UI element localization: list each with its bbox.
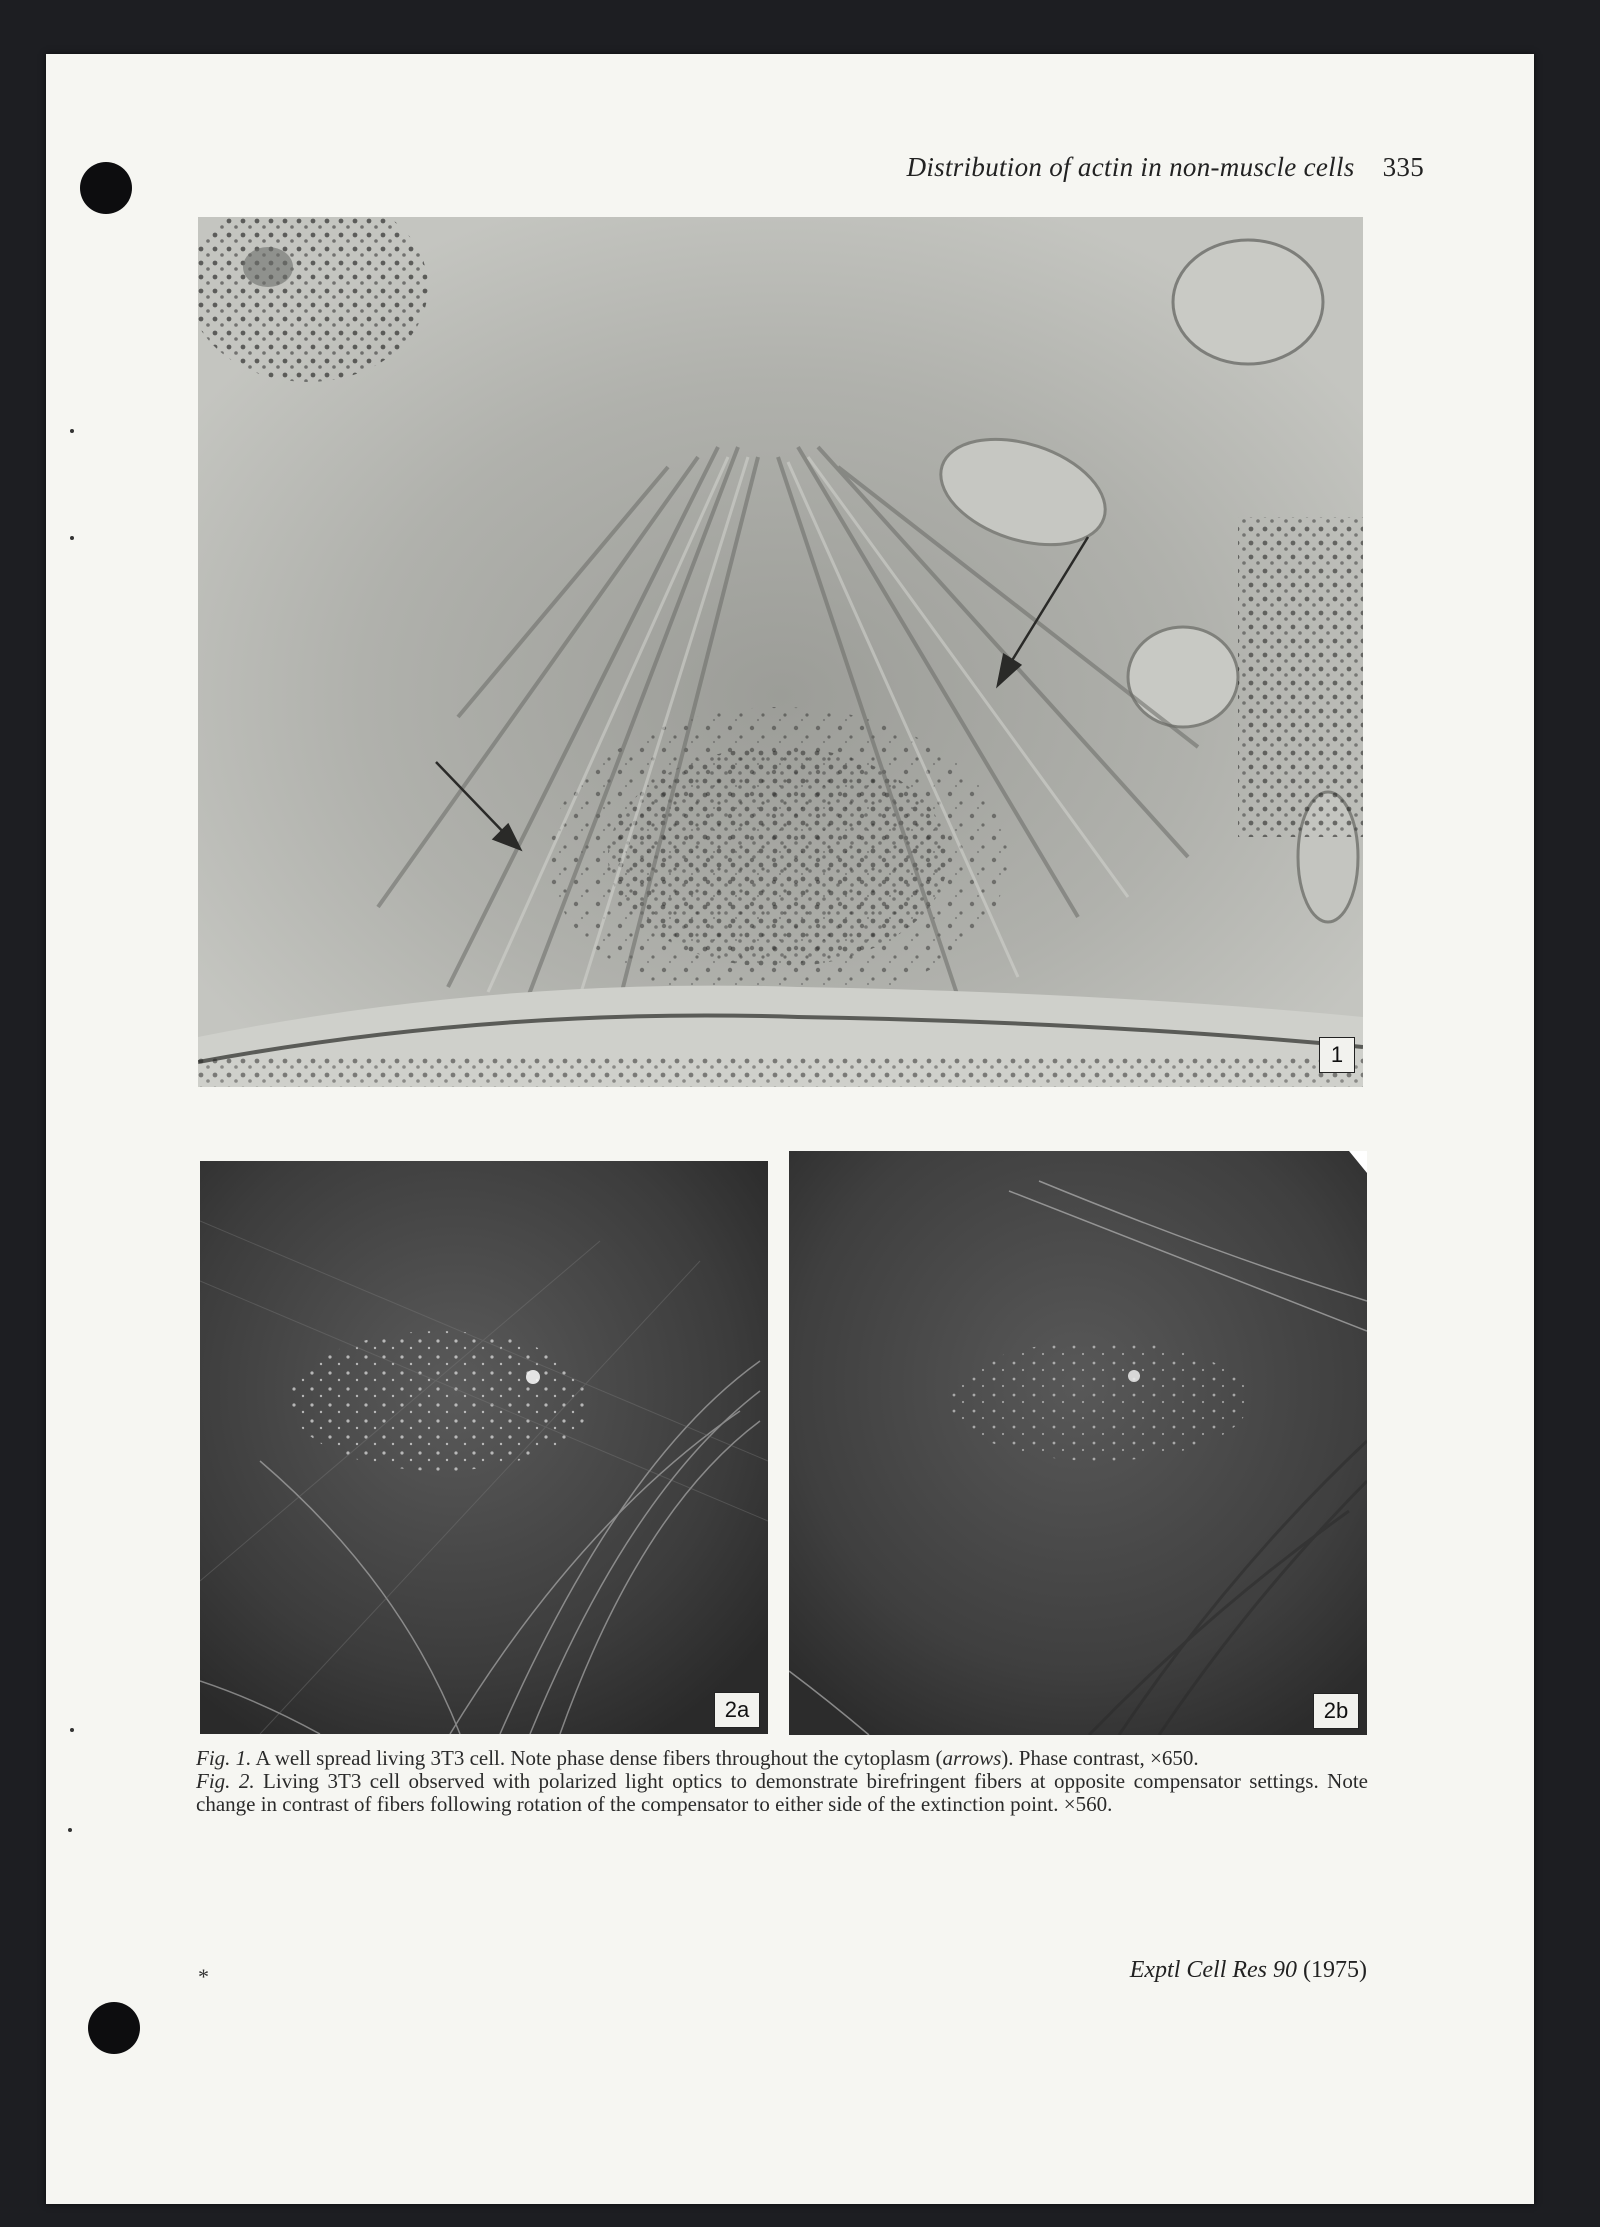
binder-hole-top <box>80 162 132 214</box>
page-number: 335 <box>1382 152 1424 182</box>
caption-fig1-text-a: A well spread living 3T3 cell. Note phase dense fibers throughout the cytoplasm ( <box>251 1746 943 1770</box>
running-title: Distribution of actin in non-muscle cells <box>906 152 1355 182</box>
figure-1-micrograph <box>198 217 1363 1087</box>
figure-2b-micrograph <box>789 1151 1367 1735</box>
figure-captions <box>196 1747 1368 1816</box>
figure-2a-panel-label: 2a <box>714 1692 760 1728</box>
caption-fig2-ref: Fig. 2. <box>196 1769 255 1793</box>
caption-fig1 <box>196 1747 1368 1770</box>
figure-1-image <box>198 217 1363 1087</box>
journal-year: (1975) <box>1303 1957 1367 1983</box>
caption-fig1-ref: Fig. 1. <box>196 1746 252 1770</box>
journal-citation: Exptl Cell Res 90 <box>1129 1957 1298 1983</box>
caption-fig1-text-b: ). Phase contrast, ×650. <box>1001 1746 1199 1770</box>
caption-fig2-text: Living 3T3 cell observed with polarized light optics to demonstrate birefringent fibers at opposite compensator settings. Note change in contrast of fibers following rotation of the compensator to either side of the extinction point. ×560. <box>196 1769 1368 1816</box>
journal-page <box>46 54 1534 2204</box>
caption-fig1-arrows: arrows <box>942 1746 1002 1770</box>
caption-fig2 <box>196 1770 1368 1816</box>
footer-asterisk: * <box>198 1964 209 1989</box>
figure-2a-image <box>200 1161 768 1734</box>
figure-1-panel-label: 1 <box>1319 1037 1355 1073</box>
figure-2b-panel-label: 2b <box>1313 1693 1359 1729</box>
running-header <box>907 152 1424 183</box>
figure-2a-micrograph <box>200 1161 768 1734</box>
figure-2b-image <box>789 1151 1367 1735</box>
journal-footer <box>1130 1957 1367 1984</box>
binder-hole-bottom <box>88 2002 140 2054</box>
